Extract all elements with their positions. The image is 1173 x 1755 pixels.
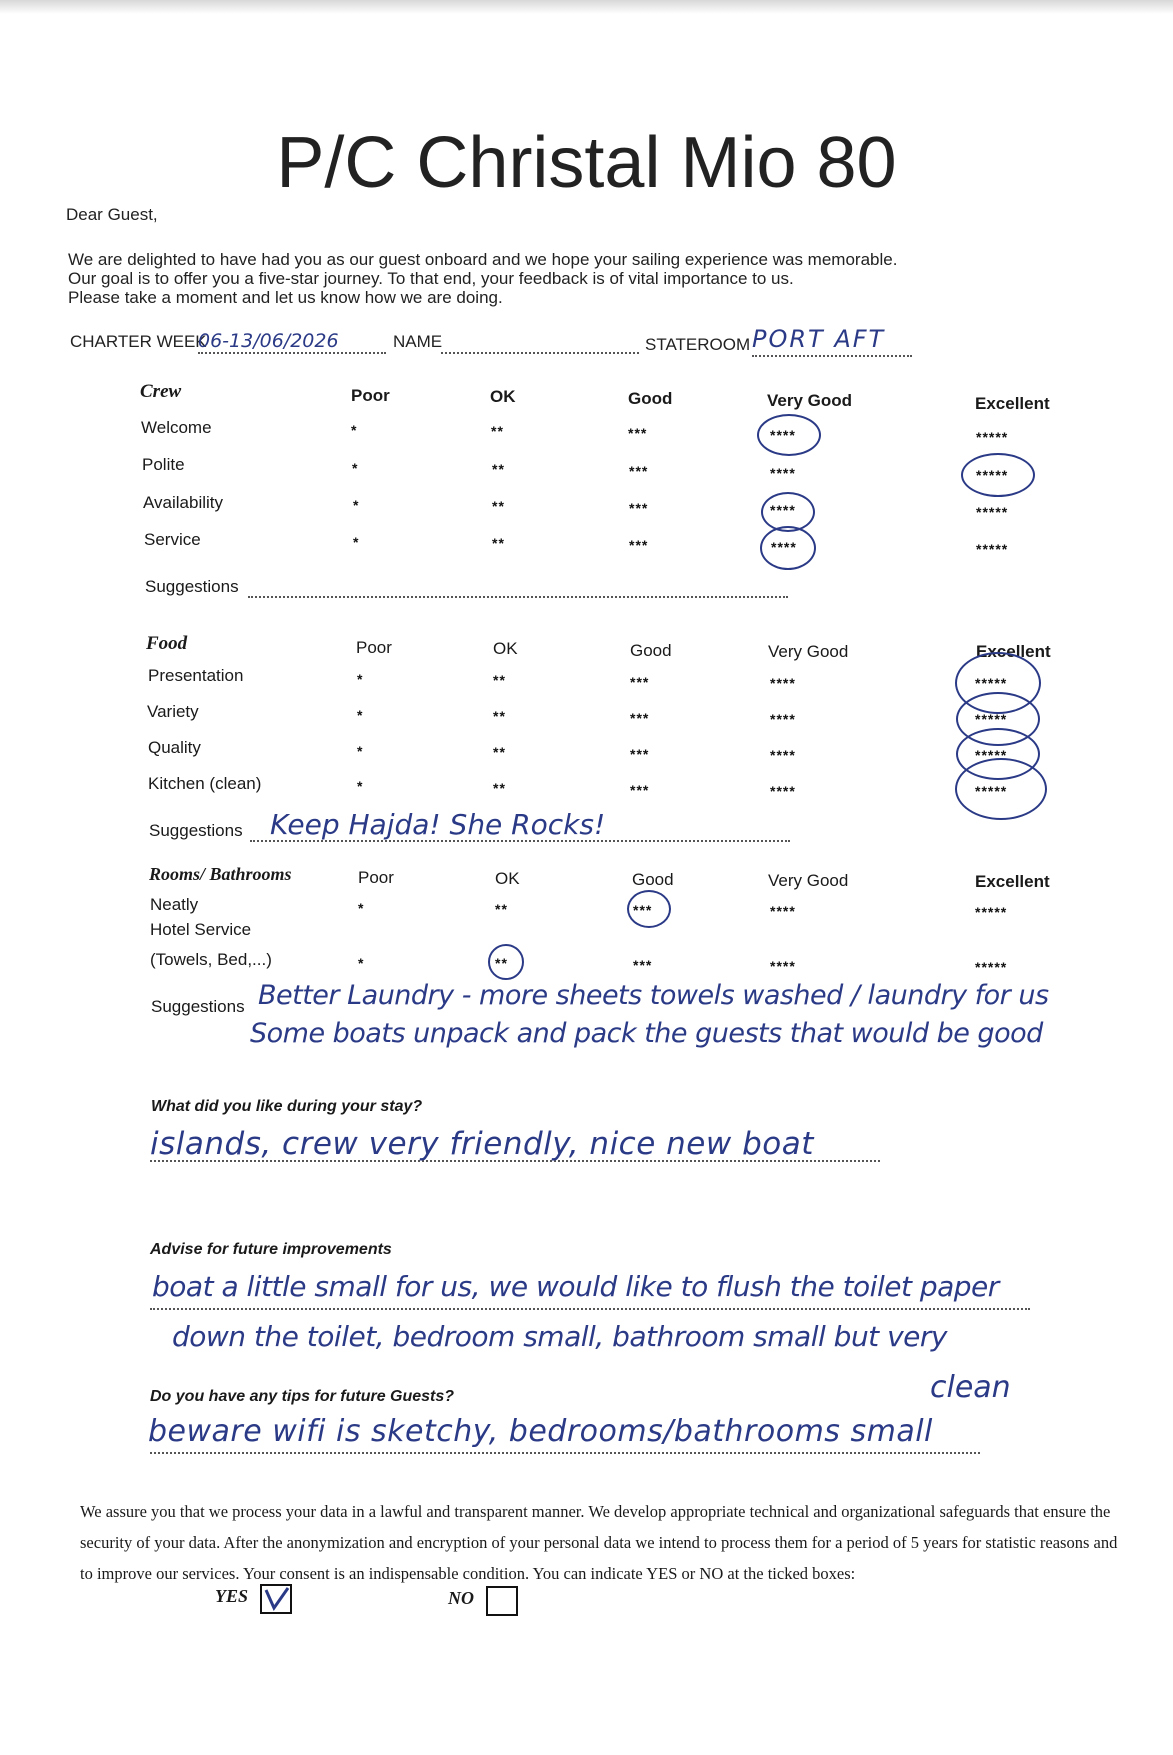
crew-item-welcome: Welcome xyxy=(141,418,212,437)
rooms-suggestions-line2[interactable]: Some boats unpack and pack the guests that would be good xyxy=(250,1018,1043,1049)
rating-stars[interactable]: *** xyxy=(629,463,649,479)
page-edge xyxy=(0,0,1173,14)
intro-line: Please take a moment and let us know how we are doing. xyxy=(68,288,503,307)
rating-stars[interactable]: **** xyxy=(770,903,796,919)
rating-stars[interactable]: ** xyxy=(492,535,505,551)
rating-stars[interactable]: **** xyxy=(770,427,796,443)
rating-stars[interactable]: ** xyxy=(493,672,506,688)
food-col-ok: OK xyxy=(493,639,518,658)
rating-stars[interactable]: *** xyxy=(629,537,649,553)
consent-no-checkbox[interactable] xyxy=(486,1586,518,1616)
consent-yes-checkbox[interactable] xyxy=(260,1584,292,1614)
rating-stars[interactable]: * xyxy=(357,671,364,687)
intro-line: Our goal is to offer you a five-star journey. To that end, your feedback is of vital importance to us. xyxy=(68,269,794,288)
selection-circle xyxy=(961,453,1035,497)
rooms-item-neatly: Neatly xyxy=(150,895,199,914)
rating-stars[interactable]: *** xyxy=(629,500,649,516)
food-col-poor: Poor xyxy=(356,638,392,657)
crew-col-very-good: Very Good xyxy=(767,391,853,410)
rating-stars[interactable]: ** xyxy=(495,955,508,971)
greeting: Dear Guest, xyxy=(66,205,158,224)
food-item-kitchen: Kitchen (clean) xyxy=(148,774,262,793)
rating-stars[interactable]: ** xyxy=(495,901,508,917)
rating-stars[interactable]: * xyxy=(353,497,360,513)
intro-line: We are delighted to have had you as our guest onboard and we hope your sailing experience was memorable. xyxy=(68,250,898,269)
improve-question: Advise for future improvements xyxy=(150,1241,392,1258)
rating-stars[interactable]: ** xyxy=(493,744,506,760)
crew-col-ok: OK xyxy=(490,387,516,406)
crew-item-service: Service xyxy=(144,530,201,549)
rooms-suggestions-label: Suggestions xyxy=(151,997,245,1016)
page-title: P/C Christal Mio 80 xyxy=(276,123,897,203)
selection-circle xyxy=(760,526,816,570)
rooms-col-excellent: Excellent xyxy=(975,872,1050,891)
rating-stars[interactable]: ***** xyxy=(975,747,1008,763)
crew-item-availability: Availability xyxy=(143,493,224,512)
crew-col-poor: Poor xyxy=(351,386,390,405)
selection-circle xyxy=(955,758,1047,820)
rating-stars[interactable]: ** xyxy=(493,708,506,724)
liked-answer[interactable]: islands, crew very friendly, nice new boat xyxy=(150,1126,814,1162)
crew-item-polite: Polite xyxy=(142,455,185,474)
rating-stars[interactable]: * xyxy=(357,707,364,723)
food-col-very-good: Very Good xyxy=(768,642,849,661)
food-item-presentation: Presentation xyxy=(148,666,244,685)
tips-line xyxy=(150,1452,980,1454)
tips-question: Do you have any tips for future Guests? xyxy=(150,1388,455,1405)
food-item-variety: Variety xyxy=(147,702,199,721)
selection-circle xyxy=(757,414,821,456)
rating-stars[interactable]: *** xyxy=(630,710,650,726)
rating-stars[interactable]: * xyxy=(357,778,364,794)
selection-circle xyxy=(488,944,524,980)
rating-stars[interactable]: ** xyxy=(493,780,506,796)
rating-stars[interactable]: ***** xyxy=(976,429,1009,445)
food-suggestions-label: Suggestions xyxy=(149,821,243,840)
rating-stars[interactable]: *** xyxy=(628,425,648,441)
improve-line2[interactable]: down the toilet, bedroom small, bathroom small but very xyxy=(172,1320,947,1353)
rating-stars[interactable]: ***** xyxy=(976,504,1009,520)
liked-question: What did you like during your stay? xyxy=(151,1098,423,1115)
improve-line3[interactable]: clean xyxy=(930,1370,1011,1405)
food-item-quality: Quality xyxy=(148,738,201,757)
rooms-col-ok: OK xyxy=(495,869,520,888)
food-col-excellent: Excellent xyxy=(976,642,1051,661)
charter-week-label: CHARTER WEEK xyxy=(70,332,207,351)
food-section-title: Food xyxy=(146,633,188,654)
rooms-col-very-good: Very Good xyxy=(768,871,849,890)
rating-stars[interactable]: * xyxy=(358,900,365,916)
name-line xyxy=(441,352,639,354)
rating-stars[interactable]: **** xyxy=(770,747,796,763)
rating-stars[interactable]: ***** xyxy=(976,541,1009,557)
rating-stars[interactable]: ** xyxy=(492,461,505,477)
rating-stars[interactable]: * xyxy=(353,534,360,550)
rating-stars[interactable]: * xyxy=(358,955,365,971)
rating-stars[interactable]: **** xyxy=(770,502,796,518)
rooms-item-hotel-service: Hotel Service xyxy=(150,920,252,939)
rating-stars[interactable]: **** xyxy=(770,711,796,727)
crew-col-excellent: Excellent xyxy=(975,394,1050,413)
rating-stars[interactable]: *** xyxy=(630,782,650,798)
rating-stars[interactable]: **** xyxy=(770,783,796,799)
rating-stars[interactable]: ***** xyxy=(975,783,1008,799)
consent-no-label: NO xyxy=(448,1588,474,1608)
food-col-good: Good xyxy=(630,641,672,660)
crew-col-good: Good xyxy=(628,389,673,408)
selection-circle xyxy=(627,890,671,928)
tips-answer[interactable]: beware wifi is sketchy, bedrooms/bathrooms small xyxy=(148,1414,933,1449)
charter-week-value[interactable]: 06-13/06/2026 xyxy=(198,330,339,352)
rating-stars[interactable]: ***** xyxy=(975,904,1008,920)
rating-stars[interactable]: **** xyxy=(771,539,797,555)
improve-line xyxy=(150,1308,1030,1310)
rating-stars[interactable]: ** xyxy=(491,423,504,439)
food-suggestions-value[interactable]: Keep Hajda! She Rocks! xyxy=(270,808,606,841)
rating-stars[interactable]: * xyxy=(351,422,358,438)
rating-stars[interactable]: * xyxy=(357,743,364,759)
rooms-section-title: Rooms/ Bathrooms xyxy=(149,864,292,884)
crew-section-title: Crew xyxy=(140,381,182,402)
rooms-col-good: Good xyxy=(632,870,674,889)
rating-stars[interactable]: *** xyxy=(633,902,653,918)
rating-stars[interactable]: * xyxy=(352,460,359,476)
rooms-col-poor: Poor xyxy=(358,868,394,887)
rating-stars[interactable]: *** xyxy=(630,746,650,762)
stateroom-label: STATEROOM xyxy=(645,335,751,354)
stateroom-line xyxy=(752,355,912,357)
charter-week-line xyxy=(198,352,386,354)
crew-suggestions-line xyxy=(248,596,788,598)
stateroom-value[interactable]: PORT AFT xyxy=(752,325,886,353)
rating-stars[interactable]: **** xyxy=(770,465,796,481)
rooms-suggestions-line1[interactable]: Better Laundry - more sheets towels washed / laundry for us xyxy=(258,980,1049,1011)
rating-stars[interactable]: *** xyxy=(630,674,650,690)
rating-stars[interactable]: *** xyxy=(633,957,653,973)
rating-stars[interactable]: ** xyxy=(492,498,505,514)
check-mark-icon xyxy=(262,1586,290,1612)
rating-stars[interactable]: ***** xyxy=(975,711,1008,727)
crew-suggestions-label: Suggestions xyxy=(145,577,239,596)
rating-stars[interactable]: **** xyxy=(770,958,796,974)
rating-stars[interactable]: ***** xyxy=(976,467,1009,483)
consent-yes-label: YES xyxy=(215,1586,249,1606)
rating-stars[interactable]: **** xyxy=(770,675,796,691)
rating-stars[interactable]: ***** xyxy=(975,959,1008,975)
name-label: NAME xyxy=(393,332,443,351)
privacy-notice: We assure you that we process your data in a lawful and transparent manner. We develop appropriate technical and organizational safeguards that ensure the security of your data. After the anonymization and encryption of your personal data we intend to process them for a period of 5 years for statistic reasons and to improve our services. Your consent is an indispensable condition. You can indicate YES or NO at the ticked boxes: xyxy=(80,1502,1118,1583)
rating-stars[interactable]: ***** xyxy=(975,675,1008,691)
improve-line1[interactable]: boat a little small for us, we would like to flush the toilet paper xyxy=(152,1270,999,1303)
intro-text xyxy=(68,250,1028,307)
rooms-item-towels-bed: (Towels, Bed,...) xyxy=(150,950,272,969)
